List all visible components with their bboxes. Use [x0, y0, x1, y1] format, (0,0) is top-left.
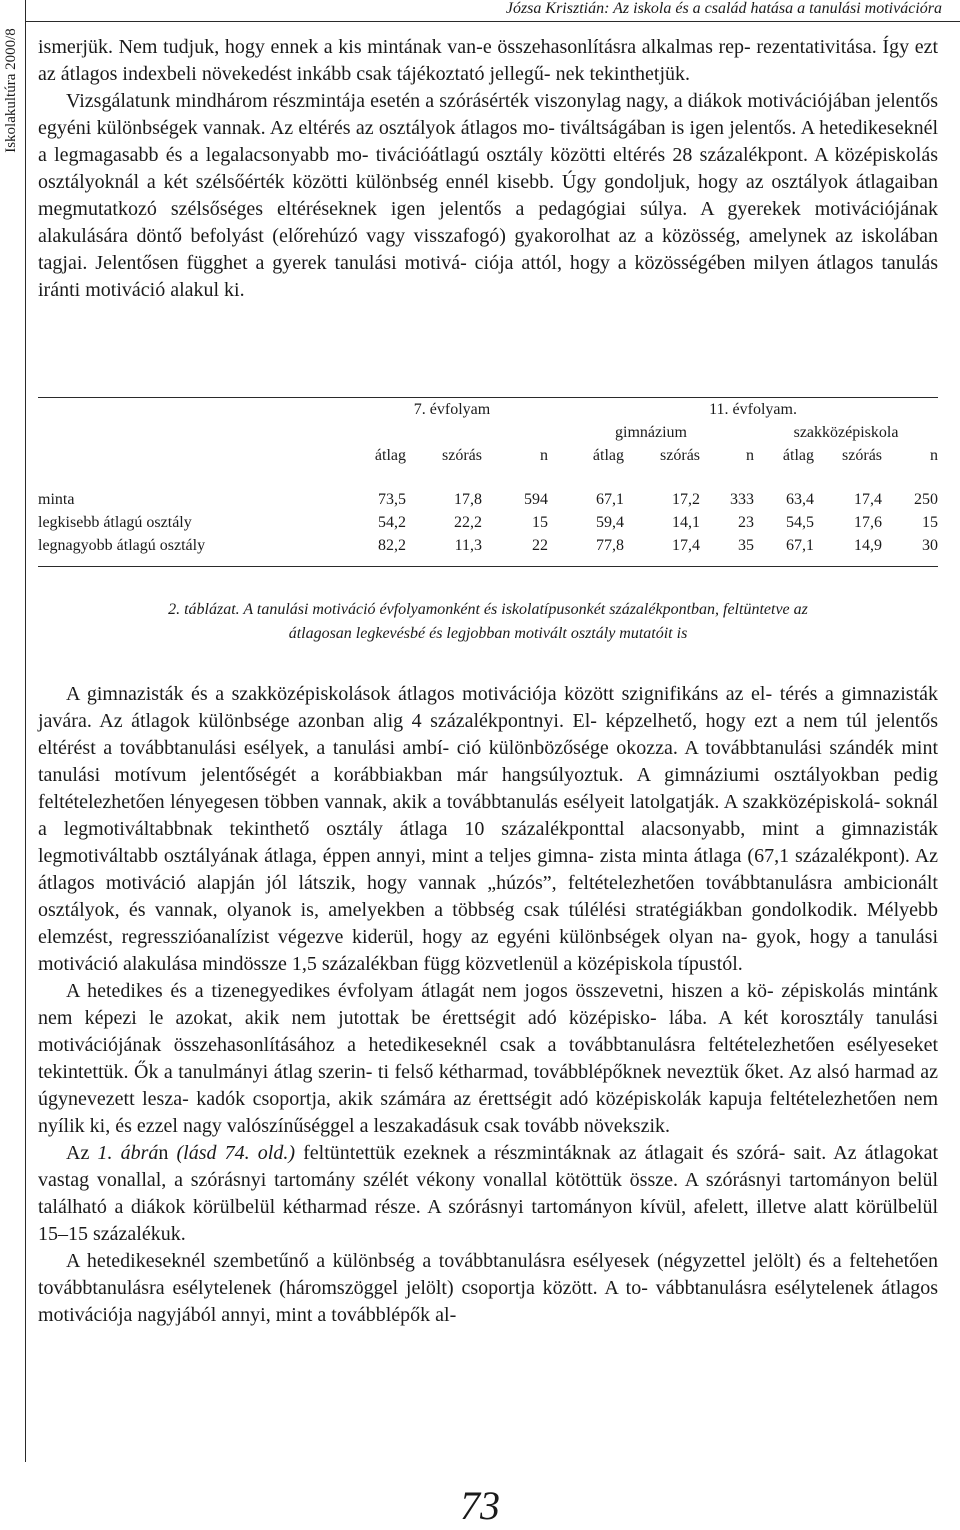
- text-line-start: Az: [66, 1142, 98, 1164]
- text-line: A hetedikeseknél szembetűnő a különbség a továbbtanulásra esélyesek (négyzettel jelölt): [66, 1250, 802, 1272]
- text-line: ismerjük. Nem tudjuk, hogy ennek a kis mintának van-e összehasonlításra alkalmas rep-: [38, 36, 751, 58]
- text-line: kadók csoportja, akik számára az érettségit adó középiskolák kapuja feltételezhetően: [196, 1088, 897, 1110]
- table-cell: 54,5: [786, 514, 815, 531]
- text-line: Vizsgálatunk mindhárom részmintája esetén a szórásérték viszonylag nagy, a diákok: [66, 90, 743, 112]
- table-cell: 23: [738, 514, 755, 531]
- page-reference[interactable]: (lásd 74. old.): [176, 1142, 295, 1164]
- table-cell: 54,2: [378, 514, 406, 531]
- paragraph: [38, 978, 938, 1140]
- text-line: motivációjának alakulására döntő befolyást (előrehúzó vagy visszafogó) gyakorolhat az: [38, 198, 938, 247]
- table-cell: 15: [922, 514, 939, 531]
- text-line: lába. A két korosztály tanulási motivációjának összehasonlításához a hetedikeseknél csak: [38, 1007, 939, 1056]
- text-line: szélsőérték közötti különbség ennél kisebb. Úgy gondoljuk, hogy az osztályok átlagaiban: [195, 171, 938, 193]
- table-cell: 14,9: [854, 537, 883, 554]
- row-label: legkisebb átlagú osztály: [38, 514, 192, 531]
- table-row: [38, 534, 938, 557]
- table-cell: 22,2: [454, 514, 482, 531]
- journal-side-label-text: Iskolakultúra 2000/8: [2, 27, 19, 153]
- caption-line: átlagosan legkevésbé és legjobban motivált osztály mutatóit is: [288, 625, 688, 642]
- paragraph: [38, 1140, 938, 1248]
- text-line: elemzést, regresszióanalízist végezve kiderül, hogy az egyéni különbségek olyan na-: [38, 926, 748, 948]
- subgroup-header-szakkozep: szakközépiskola: [793, 424, 899, 441]
- text-line: képzelhető, hogy ezt a nem túl jelentős eltérést a továbbtanulási esélyek, a tanulási ambí-: [38, 710, 939, 759]
- row-label: legnagyobb átlagú osztály: [38, 537, 206, 554]
- table-cell: 14,1: [672, 514, 701, 531]
- column-header: átlag: [782, 447, 815, 464]
- top-text-block: [38, 34, 938, 304]
- table-cell: 77,8: [596, 537, 625, 554]
- table-cell: 82,2: [378, 537, 406, 554]
- figure-reference[interactable]: 1. ábrá: [97, 1142, 159, 1164]
- text-line: a továbbtanulásra feltételezhetően esélyeseket tekintettük. Ők a tanulmányi átlag szerin-: [38, 1034, 938, 1083]
- text-line: nek tekinthetjük.: [555, 63, 691, 85]
- table-cell: 17,2: [672, 491, 701, 508]
- page-number: 73: [460, 1483, 500, 1528]
- motivation-table-grid: [38, 398, 938, 566]
- text-line: A hetedikes és a tizenegyedikes évfolyam átlagát nem jogos összevetni, hiszen a kö-: [66, 980, 774, 1002]
- text-line: mint a gimnazisták legmotiváltabb osztályának átlaga, éppen annyi, mint a teljes gimna-: [38, 818, 938, 867]
- column-header: szórás: [660, 447, 701, 464]
- column-header: szórás: [442, 447, 482, 464]
- table-cell: 17,4: [672, 537, 701, 554]
- running-head-rule: [26, 21, 960, 22]
- paragraph: [38, 88, 938, 304]
- text-line: vábbtanulásra esélytelenek átlagos motivációja nagyjából annyi, mint a továbblépők al-: [38, 1277, 939, 1326]
- text-line: középiskola típustól.: [577, 953, 743, 975]
- table-cell: 30: [922, 537, 939, 554]
- table-cell: 67,1: [596, 491, 625, 508]
- side-rule: [25, 0, 26, 1462]
- table-subgroup-header-row: [38, 421, 938, 444]
- caption-line: 2. táblázat. A tanulási motiváció évfolyamonként és iskolatípusonkét százalékpontban, feltüntetve az: [168, 601, 808, 618]
- text-line: olyanok is, amelyekben a többség csak túlélési stratégiákban gondolkodik. Mélyebb: [226, 899, 938, 921]
- table-cell: 17,6: [854, 514, 883, 531]
- text-line: össze. A szórásnyi tartományon belül található a diákok körülbelül kétharmad része. A: [38, 1169, 939, 1218]
- text-line: soknál a legmotiváltabbnak tekinthető osztály átlaga 10 százalékponttal alacsonyabb,: [38, 791, 939, 840]
- table-cell: 73,5: [378, 491, 406, 508]
- paragraph: [38, 1248, 938, 1329]
- text-line: zépiskolás mintánk nem képezi le azokat, akik nem jutottak be érettségit adó középisko-: [38, 980, 939, 1029]
- paragraph: [38, 681, 938, 978]
- motivation-table: [38, 397, 938, 567]
- text-line: vannak „húzós”, feltételezhetően továbbtanulásra ambicionált osztályok, és vannak,: [38, 872, 938, 921]
- text-fragment: n: [158, 1142, 177, 1164]
- text-line: lényegesen többen vannak, akik a továbbtanulás esélyeit latolgatják. A szakközépiskolá-: [170, 791, 881, 813]
- text-line: motivációjában jelentős egyéni különbségek vannak. Az eltérés az osztályok átlagos mo-: [38, 90, 939, 139]
- column-header: n: [930, 447, 939, 464]
- paragraph: [38, 34, 938, 88]
- table-cell: 11,3: [454, 537, 482, 554]
- table-caption: [38, 598, 938, 646]
- table-row: [38, 488, 938, 511]
- table-cell: 35: [738, 537, 755, 554]
- table-spacer-row: [38, 557, 938, 566]
- text-fragment: feltüntettük ezeknek a részmintáknak az átlagait és szórá-: [294, 1142, 786, 1164]
- bottom-text-block: [38, 681, 938, 1329]
- text-line: tivációátlagú osztály közötti eltérés 28 százalékpont. A középiskolás osztályoknál a két: [38, 144, 938, 193]
- table-cell: 22: [532, 537, 549, 554]
- group-header-11: 11. évfolyam.: [709, 401, 797, 418]
- table-cell: 17,4: [854, 491, 883, 508]
- text-line: tiváltságában is igen jelentős. A hetedikeseknél a legmagasabb és a legalacsonyabb mo-: [38, 117, 939, 166]
- subgroup-header-gimnazium: gimnázium: [615, 424, 687, 441]
- text-line: és a feltehetően továbbtanulásra esélytelenek (háromszöggel jelölt) csoportja között. A to-: [38, 1250, 939, 1299]
- text-line: zista minta átlaga (67,1 százalékpont). Az átlagos motiváció alapján jól látszik, hogy: [38, 845, 939, 894]
- text-line: sait. Az átlagokat vastag vonallal, a szórásnyi tartomány szélét vékony vonallal kötöttük: [38, 1142, 939, 1191]
- group-header-7: 7. évfolyam: [413, 401, 491, 418]
- text-line: rezentativitása. Így ezt az átlagos indexbeli növekedést inkább csak tájékoztató jellegű-: [38, 36, 939, 85]
- column-header: n: [746, 447, 755, 464]
- column-header: n: [540, 447, 549, 464]
- text-line: ciója attól, hogy a közösségében milyen átlagos tanulás iránti motiváció alakul ki.: [38, 252, 938, 301]
- running-head: Józsa Krisztián: Az iskola és a család hatása a tanulási motivációra: [505, 0, 942, 17]
- table-cell: 59,4: [596, 514, 625, 531]
- table-group-header-row: [38, 398, 938, 421]
- text-line: ció különbözősége okozza. A továbbtanulási szándék mint tanulási motívum jelentőségét: [38, 737, 939, 786]
- column-header: átlag: [592, 447, 625, 464]
- text-line: a közösség, amelynek az iskolában tagjai. Jelentősen függhet a gyerek tanulási motivá-: [38, 225, 938, 274]
- text-line: A gimnazisták és a szakközépiskolások átlagos motivációja között szignifikáns az el-: [66, 683, 773, 705]
- column-header: átlag: [374, 447, 406, 464]
- text-line: nem nyílik ki, és ezzel nagy valószínűséggel a leszakadásuk csak tovább növekszik.: [38, 1088, 938, 1137]
- table-spacer-row: [38, 467, 938, 488]
- table-column-header-row: [38, 444, 938, 467]
- text-line: megmutatkozó szélsőséges eltéréseknek igen jelentős a pedagógiai súlya. A gyerekek: [38, 198, 801, 220]
- row-label: minta: [38, 491, 75, 508]
- text-line: ti felső kétharmad, továbblépőknek neveztük őket. Az alsó harmad az úgynevezett lesza-: [38, 1061, 938, 1110]
- column-header: szórás: [842, 447, 883, 464]
- table-cell: 63,4: [786, 491, 815, 508]
- table-row: [38, 511, 938, 534]
- text-line: szórásnyi tartományon kívül, afelett, illetve alatt körülbelül 15–15 százalékuk.: [38, 1196, 939, 1245]
- text-line: a korábbiakban már hangsúlyoztuk. A gimnáziumi osztályokban pedig feltételezhetően: [38, 764, 939, 813]
- journal-side-label: [0, 0, 22, 180]
- table-cell: 250: [914, 491, 939, 508]
- text-line: térés a gimnazisták javára. Az átlagok különbsége azonban alig 4 százalékpontnyi. El-: [38, 683, 939, 732]
- table-cell: 333: [730, 491, 755, 508]
- table-cell: 67,1: [786, 537, 815, 554]
- table-bottom-rule: [38, 566, 938, 567]
- table-cell: 17,8: [454, 491, 482, 508]
- table-cell: 15: [532, 514, 549, 531]
- text-line: gyok, hogy a tanulási motiváció alakulása mindössze 1,5 százalékban függ közvetlenül a: [38, 926, 939, 975]
- table-cell: 594: [524, 491, 549, 508]
